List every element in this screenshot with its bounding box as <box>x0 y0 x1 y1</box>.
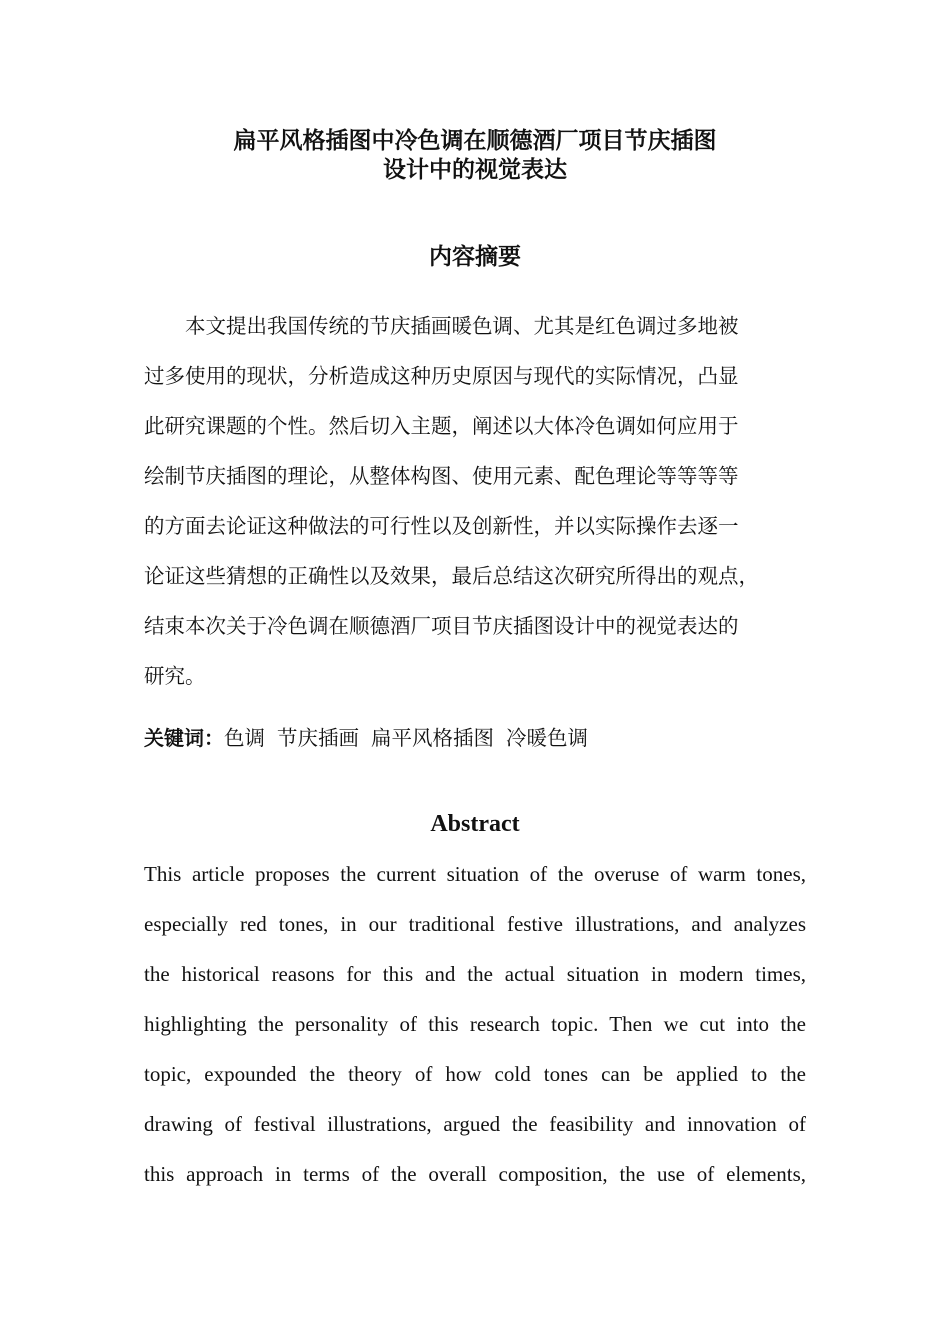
abstract-cn-line: 结束本次关于冷色调在顺德酒厂项目节庆插图设计中的视觉表达的 <box>144 614 739 638</box>
abstract-cn-line: 此研究课题的个性。然后切入主题，阐述以大体冷色调如何应用于 <box>144 414 739 438</box>
abstract-cn-heading: 内容摘要 <box>429 244 521 270</box>
abstract-en-line: this approach in terms of the overall composition, the use of elements, <box>144 1162 806 1186</box>
abstract-cn-line: 论证这些猜想的正确性以及效果，最后总结这次研究所得出的观点， <box>144 564 759 588</box>
keywords-row <box>144 720 600 756</box>
paper-title-line-2: 设计中的视觉表达 <box>383 157 567 183</box>
abstract-cn-line: 研究。 <box>144 664 206 688</box>
abstract-en-line: highlighting the personality of this research topic. Then we cut into the <box>144 1012 806 1036</box>
keyword-item: 色调 <box>224 726 265 750</box>
keyword-item: 节庆插画 <box>277 726 359 750</box>
abstract-cn-line: 绘制节庆插图的理论，从整体构图、使用元素、配色理论等等等等 <box>144 464 739 488</box>
abstract-en-heading: Abstract <box>430 811 520 837</box>
paper-title-line-1: 扁平风格插图中冷色调在顺德酒厂项目节庆插图 <box>233 128 717 154</box>
abstract-en-line: especially red tones, in our traditional festive illustrations, and analyzes <box>144 912 806 936</box>
abstract-en-line: This article proposes the current situation of the overuse of warm tones, <box>144 862 806 886</box>
keyword-item: 冷暖色调 <box>506 726 588 750</box>
abstract-en-line: drawing of festival illustrations, argued the feasibility and innovation of <box>144 1112 806 1136</box>
keyword-item: 扁平风格插图 <box>371 726 494 750</box>
abstract-cn-line: 本文提出我国传统的节庆插画暖色调、尤其是红色调过多地被 <box>144 314 739 338</box>
keywords-label: 关键词： <box>144 726 224 750</box>
abstract-en-line: the historical reasons for this and the actual situation in modern times, <box>144 962 806 986</box>
abstract-cn-line: 过多使用的现状，分析造成这种历史原因与现代的实际情况，凸显 <box>144 364 739 388</box>
abstract-en-line: topic, expounded the theory of how cold tones can be applied to the <box>144 1062 806 1086</box>
abstract-cn-line: 的方面去论证这种做法的可行性以及创新性，并以实际操作去逐一 <box>144 514 739 538</box>
